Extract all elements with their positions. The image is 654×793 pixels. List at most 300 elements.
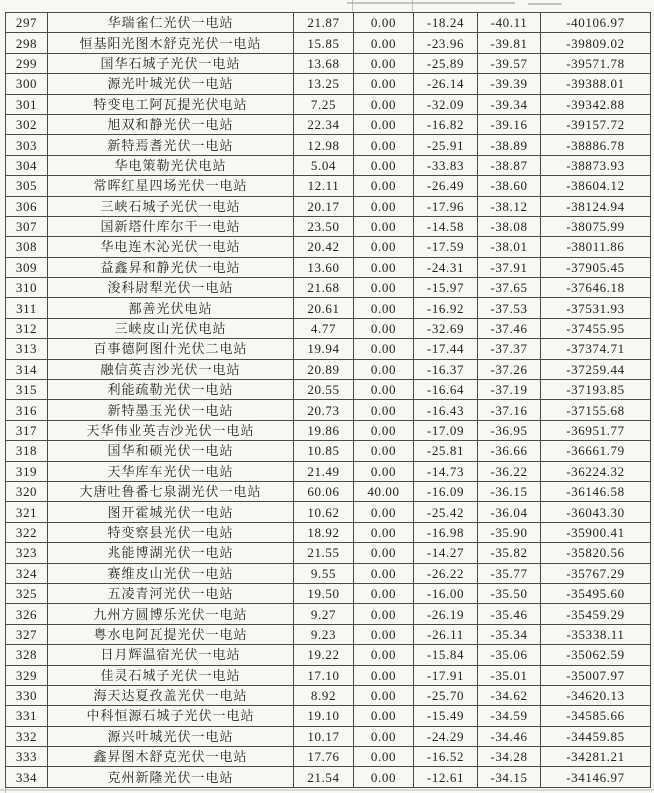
row-number-cell: 317	[6, 420, 48, 440]
value-cell: -39809.02	[541, 33, 651, 53]
value-cell: 0.00	[354, 216, 414, 236]
station-name-cell: 中科恒源石城子光伏一电站	[48, 706, 294, 726]
value-cell: -14.73	[414, 461, 478, 481]
row-number-cell: 316	[6, 400, 48, 420]
value-cell: -37.37	[478, 339, 541, 359]
row-number-cell: 324	[6, 563, 48, 583]
station-name-cell: 源光叶城光伏一电站	[48, 74, 294, 94]
row-number-cell: 319	[6, 461, 48, 481]
station-name-cell: 浚科尉犁光伏一电站	[48, 278, 294, 298]
table-row	[6, 339, 651, 359]
station-name-cell: 恒基阳光图木舒克光伏一电站	[48, 33, 294, 53]
value-cell: -34.62	[478, 685, 541, 705]
row-number-cell: 305	[6, 176, 48, 196]
value-cell: 0.00	[354, 339, 414, 359]
value-cell: -25.70	[414, 685, 478, 705]
value-cell: -35062.59	[541, 645, 651, 665]
table-row	[6, 135, 651, 155]
station-name-cell: 五凌青河光伏一电站	[48, 583, 294, 603]
value-cell: 20.89	[294, 359, 354, 379]
station-name-cell: 海天达夏孜盖光伏一电站	[48, 685, 294, 705]
value-cell: -36.15	[478, 481, 541, 501]
value-cell: -36146.58	[541, 481, 651, 501]
value-cell: 0.00	[354, 583, 414, 603]
row-number-cell: 314	[6, 359, 48, 379]
value-cell: 15.85	[294, 33, 354, 53]
value-cell: -15.97	[414, 278, 478, 298]
station-name-cell: 百事德阿图什光伏二电站	[48, 339, 294, 359]
value-cell: -37.53	[478, 298, 541, 318]
row-number-cell: 302	[6, 114, 48, 134]
row-number-cell: 312	[6, 318, 48, 338]
value-cell: -17.44	[414, 339, 478, 359]
scan-artifact-column-stub	[412, 0, 413, 12]
station-name-cell: 天华伟业英吉沙光伏一电站	[48, 420, 294, 440]
station-name-cell: 三峡皮山光伏电站	[48, 318, 294, 338]
value-cell: 9.55	[294, 563, 354, 583]
value-cell: -24.29	[414, 726, 478, 746]
station-name-cell: 兆能博湖光伏一电站	[48, 543, 294, 563]
row-number-cell: 313	[6, 339, 48, 359]
scan-artifact-column-stub	[352, 0, 353, 12]
value-cell: -34.28	[478, 747, 541, 767]
value-cell: -34459.85	[541, 726, 651, 746]
row-number-cell: 320	[6, 481, 48, 501]
value-cell: 60.06	[294, 481, 354, 501]
value-cell: -35.01	[478, 665, 541, 685]
scan-artifact-top-line	[347, 2, 515, 4]
table-row	[6, 665, 651, 685]
table-row	[6, 298, 651, 318]
value-cell: -35.50	[478, 583, 541, 603]
row-number-cell: 297	[6, 13, 48, 33]
row-number-cell: 322	[6, 522, 48, 542]
value-cell: -39.34	[478, 94, 541, 114]
value-cell: -35767.29	[541, 563, 651, 583]
table-row	[6, 196, 651, 216]
value-cell: 8.92	[294, 685, 354, 705]
table-row	[6, 278, 651, 298]
station-name-cell: 粤水电阿瓦提光伏一电站	[48, 624, 294, 644]
value-cell: -26.19	[414, 604, 478, 624]
value-cell: 21.55	[294, 543, 354, 563]
value-cell: 0.00	[354, 114, 414, 134]
value-cell: 0.00	[354, 298, 414, 318]
value-cell: -35820.56	[541, 543, 651, 563]
value-cell: 5.04	[294, 155, 354, 175]
station-name-cell: 益鑫昇和静光伏一电站	[48, 257, 294, 277]
value-cell: -34620.13	[541, 685, 651, 705]
value-cell: 21.68	[294, 278, 354, 298]
table-row	[6, 645, 651, 665]
value-cell: -25.42	[414, 502, 478, 522]
value-cell: 0.00	[354, 726, 414, 746]
station-name-cell: 国华石城子光伏一电站	[48, 53, 294, 73]
value-cell: 0.00	[354, 563, 414, 583]
table-row	[6, 237, 651, 257]
value-cell: 0.00	[354, 196, 414, 216]
value-cell: -37.16	[478, 400, 541, 420]
scan-artifact-left-stub	[5, 787, 6, 793]
row-number-cell: 310	[6, 278, 48, 298]
value-cell: 19.86	[294, 420, 354, 440]
table-row	[6, 441, 651, 461]
value-cell: -35495.60	[541, 583, 651, 603]
value-cell: 0.00	[354, 767, 414, 787]
station-name-cell: 新特墨玉光伏一电站	[48, 400, 294, 420]
value-cell: -18.24	[414, 13, 478, 33]
table-row	[6, 624, 651, 644]
table-row	[6, 461, 651, 481]
value-cell: -14.27	[414, 543, 478, 563]
value-cell: -16.00	[414, 583, 478, 603]
value-cell: -26.14	[414, 74, 478, 94]
value-cell: -12.61	[414, 767, 478, 787]
value-cell: 12.11	[294, 176, 354, 196]
value-cell: -35.46	[478, 604, 541, 624]
value-cell: -37531.93	[541, 298, 651, 318]
table-row	[6, 33, 651, 53]
value-cell: 22.34	[294, 114, 354, 134]
value-cell: -37.91	[478, 257, 541, 277]
value-cell: -16.37	[414, 359, 478, 379]
value-cell: -16.43	[414, 400, 478, 420]
value-cell: 10.17	[294, 726, 354, 746]
value-cell: 9.23	[294, 624, 354, 644]
table-row	[6, 522, 651, 542]
value-cell: 0.00	[354, 604, 414, 624]
value-cell: -38.87	[478, 155, 541, 175]
value-cell: -37193.85	[541, 380, 651, 400]
table-row	[6, 604, 651, 624]
value-cell: 0.00	[354, 685, 414, 705]
value-cell: 0.00	[354, 400, 414, 420]
row-number-cell: 328	[6, 645, 48, 665]
table-row	[6, 94, 651, 114]
value-cell: -33.83	[414, 155, 478, 175]
station-name-cell: 特变电工阿瓦提光伏电站	[48, 94, 294, 114]
table-row	[6, 380, 651, 400]
value-cell: -25.91	[414, 135, 478, 155]
row-number-cell: 329	[6, 665, 48, 685]
value-cell: -15.84	[414, 645, 478, 665]
value-cell: -16.92	[414, 298, 478, 318]
value-cell: -37155.68	[541, 400, 651, 420]
value-cell: -34281.21	[541, 747, 651, 767]
table-row	[6, 74, 651, 94]
table-row	[6, 155, 651, 175]
value-cell: 0.00	[354, 747, 414, 767]
value-cell: 9.27	[294, 604, 354, 624]
value-cell: -38.89	[478, 135, 541, 155]
value-cell: -37.26	[478, 359, 541, 379]
value-cell: -38124.94	[541, 196, 651, 216]
table-row	[6, 216, 651, 236]
value-cell: 19.10	[294, 706, 354, 726]
value-cell: 0.00	[354, 420, 414, 440]
row-number-cell: 311	[6, 298, 48, 318]
station-name-cell: 赛维皮山光伏一电站	[48, 563, 294, 583]
value-cell: -40.11	[478, 13, 541, 33]
table-row	[6, 257, 651, 277]
value-cell: 10.85	[294, 441, 354, 461]
value-cell: -36043.30	[541, 502, 651, 522]
station-name-cell: 华瑞雀仁光伏一电站	[48, 13, 294, 33]
value-cell: -26.22	[414, 563, 478, 583]
station-name-cell: 源兴叶城光伏一电站	[48, 726, 294, 746]
value-cell: -35338.11	[541, 624, 651, 644]
station-name-cell: 九州方圆博乐光伏一电站	[48, 604, 294, 624]
value-cell: 0.00	[354, 257, 414, 277]
value-cell: 0.00	[354, 13, 414, 33]
table-row	[6, 747, 651, 767]
row-number-cell: 298	[6, 33, 48, 53]
value-cell: -36661.79	[541, 441, 651, 461]
value-cell: 0.00	[354, 318, 414, 338]
value-cell: -26.49	[414, 176, 478, 196]
value-cell: -38.08	[478, 216, 541, 236]
value-cell: -36951.77	[541, 420, 651, 440]
table-row	[6, 53, 651, 73]
value-cell: -39.39	[478, 74, 541, 94]
table-row	[6, 420, 651, 440]
station-name-cell: 常晖红星四场光伏一电站	[48, 176, 294, 196]
value-cell: -36.22	[478, 461, 541, 481]
value-cell: -37374.71	[541, 339, 651, 359]
table-body	[6, 13, 651, 788]
value-cell: -39.16	[478, 114, 541, 134]
value-cell: -35.82	[478, 543, 541, 563]
row-number-cell: 327	[6, 624, 48, 644]
value-cell: -16.82	[414, 114, 478, 134]
value-cell: 40.00	[354, 481, 414, 501]
value-cell: -38886.78	[541, 135, 651, 155]
value-cell: 20.42	[294, 237, 354, 257]
scan-artifact-bottom-line	[0, 789, 654, 791]
value-cell: 0.00	[354, 33, 414, 53]
row-number-cell: 321	[6, 502, 48, 522]
row-number-cell: 325	[6, 583, 48, 603]
value-cell: 0.00	[354, 237, 414, 257]
value-cell: -35.90	[478, 522, 541, 542]
row-number-cell: 332	[6, 726, 48, 746]
row-number-cell: 300	[6, 74, 48, 94]
row-number-cell: 326	[6, 604, 48, 624]
value-cell: 20.17	[294, 196, 354, 216]
value-cell: -37.19	[478, 380, 541, 400]
value-cell: -38.01	[478, 237, 541, 257]
table-row	[6, 114, 651, 134]
station-name-cell: 利能疏勒光伏一电站	[48, 380, 294, 400]
station-name-cell: 旭双和静光伏一电站	[48, 114, 294, 134]
value-cell: 0.00	[354, 706, 414, 726]
value-cell: -34.46	[478, 726, 541, 746]
value-cell: -38873.93	[541, 155, 651, 175]
table-row	[6, 563, 651, 583]
value-cell: 0.00	[354, 665, 414, 685]
value-cell: -35.77	[478, 563, 541, 583]
value-cell: -35.06	[478, 645, 541, 665]
value-cell: -39157.72	[541, 114, 651, 134]
value-cell: 0.00	[354, 645, 414, 665]
row-number-cell: 333	[6, 747, 48, 767]
value-cell: -36.66	[478, 441, 541, 461]
value-cell: 0.00	[354, 461, 414, 481]
value-cell: 0.00	[354, 624, 414, 644]
value-cell: -37905.45	[541, 257, 651, 277]
value-cell: -38011.86	[541, 237, 651, 257]
value-cell: -35900.41	[541, 522, 651, 542]
station-name-cell: 国华和硕光伏一电站	[48, 441, 294, 461]
station-name-cell: 华电策勒光伏电站	[48, 155, 294, 175]
station-name-cell: 大唐吐鲁番七泉湖光伏一电站	[48, 481, 294, 501]
value-cell: 0.00	[354, 380, 414, 400]
table-row	[6, 400, 651, 420]
value-cell: 0.00	[354, 53, 414, 73]
value-cell: -37259.44	[541, 359, 651, 379]
pv-station-table	[5, 12, 651, 788]
value-cell: 0.00	[354, 522, 414, 542]
value-cell: 0.00	[354, 543, 414, 563]
table-row	[6, 543, 651, 563]
value-cell: -24.31	[414, 257, 478, 277]
table-row	[6, 767, 651, 787]
value-cell: -17.59	[414, 237, 478, 257]
row-number-cell: 309	[6, 257, 48, 277]
table-row	[6, 726, 651, 746]
value-cell: 10.62	[294, 502, 354, 522]
value-cell: -35007.97	[541, 665, 651, 685]
value-cell: -23.96	[414, 33, 478, 53]
table-row	[6, 481, 651, 501]
value-cell: 19.22	[294, 645, 354, 665]
value-cell: 13.60	[294, 257, 354, 277]
table-row	[6, 583, 651, 603]
station-name-cell: 日月辉温宿光伏一电站	[48, 645, 294, 665]
value-cell: 13.25	[294, 74, 354, 94]
table-row	[6, 359, 651, 379]
value-cell: 20.73	[294, 400, 354, 420]
station-name-cell: 特变察县光伏一电站	[48, 522, 294, 542]
value-cell: -17.91	[414, 665, 478, 685]
row-number-cell: 304	[6, 155, 48, 175]
value-cell: -37.46	[478, 318, 541, 338]
value-cell: -37455.95	[541, 318, 651, 338]
station-name-cell: 天华库车光伏一电站	[48, 461, 294, 481]
value-cell: -26.11	[414, 624, 478, 644]
station-name-cell: 三峡石城子光伏一电站	[48, 196, 294, 216]
value-cell: 0.00	[354, 74, 414, 94]
value-cell: 0.00	[354, 502, 414, 522]
station-name-cell: 国新塔什库尔干一电站	[48, 216, 294, 236]
value-cell: -36.04	[478, 502, 541, 522]
value-cell: 20.61	[294, 298, 354, 318]
value-cell: 12.98	[294, 135, 354, 155]
value-cell: 0.00	[354, 94, 414, 114]
value-cell: 21.87	[294, 13, 354, 33]
value-cell: -15.49	[414, 706, 478, 726]
value-cell: -32.69	[414, 318, 478, 338]
station-name-cell: 融信英吉沙光伏一电站	[48, 359, 294, 379]
value-cell: 17.10	[294, 665, 354, 685]
table-row	[6, 13, 651, 33]
value-cell: -37646.18	[541, 278, 651, 298]
row-number-cell: 303	[6, 135, 48, 155]
value-cell: -39342.88	[541, 94, 651, 114]
value-cell: -35459.29	[541, 604, 651, 624]
station-name-cell: 新特焉耆光伏一电站	[48, 135, 294, 155]
value-cell: -35.34	[478, 624, 541, 644]
row-number-cell: 334	[6, 767, 48, 787]
value-cell: -36.95	[478, 420, 541, 440]
value-cell: 7.25	[294, 94, 354, 114]
value-cell: -25.81	[414, 441, 478, 461]
value-cell: -38.12	[478, 196, 541, 216]
table-row	[6, 685, 651, 705]
value-cell: -38.60	[478, 176, 541, 196]
value-cell: 0.00	[354, 441, 414, 461]
value-cell: 13.68	[294, 53, 354, 73]
value-cell: -16.52	[414, 747, 478, 767]
value-cell: -39.81	[478, 33, 541, 53]
value-cell: 0.00	[354, 155, 414, 175]
row-number-cell: 331	[6, 706, 48, 726]
value-cell: -34146.97	[541, 767, 651, 787]
value-cell: 17.76	[294, 747, 354, 767]
value-cell: 4.77	[294, 318, 354, 338]
value-cell: -25.89	[414, 53, 478, 73]
value-cell: 0.00	[354, 135, 414, 155]
value-cell: -39571.78	[541, 53, 651, 73]
value-cell: -16.09	[414, 481, 478, 501]
value-cell: -32.09	[414, 94, 478, 114]
value-cell: -38075.99	[541, 216, 651, 236]
value-cell: -40106.97	[541, 13, 651, 33]
value-cell: 18.92	[294, 522, 354, 542]
row-number-cell: 301	[6, 94, 48, 114]
value-cell: 19.50	[294, 583, 354, 603]
value-cell: -38604.12	[541, 176, 651, 196]
value-cell: -17.09	[414, 420, 478, 440]
value-cell: -39.57	[478, 53, 541, 73]
value-cell: 19.94	[294, 339, 354, 359]
value-cell: -39388.01	[541, 74, 651, 94]
value-cell: 0.00	[354, 359, 414, 379]
value-cell: -34585.66	[541, 706, 651, 726]
value-cell: 23.50	[294, 216, 354, 236]
table-row	[6, 176, 651, 196]
station-name-cell: 克州新隆光伏一电站	[48, 767, 294, 787]
value-cell: -17.96	[414, 196, 478, 216]
row-number-cell: 318	[6, 441, 48, 461]
value-cell: 20.55	[294, 380, 354, 400]
value-cell: 0.00	[354, 176, 414, 196]
station-name-cell: 鑫昇图木舒克光伏一电站	[48, 747, 294, 767]
row-number-cell: 308	[6, 237, 48, 257]
table-row	[6, 706, 651, 726]
station-name-cell: 图开霍城光伏一电站	[48, 502, 294, 522]
row-number-cell: 307	[6, 216, 48, 236]
station-name-cell: 鄯善光伏电站	[48, 298, 294, 318]
table-row	[6, 318, 651, 338]
value-cell: -16.98	[414, 522, 478, 542]
row-number-cell: 306	[6, 196, 48, 216]
row-number-cell: 323	[6, 543, 48, 563]
value-cell: -36224.32	[541, 461, 651, 481]
value-cell: 0.00	[354, 278, 414, 298]
station-name-cell: 佳灵石城子光伏一电站	[48, 665, 294, 685]
value-cell: -16.64	[414, 380, 478, 400]
